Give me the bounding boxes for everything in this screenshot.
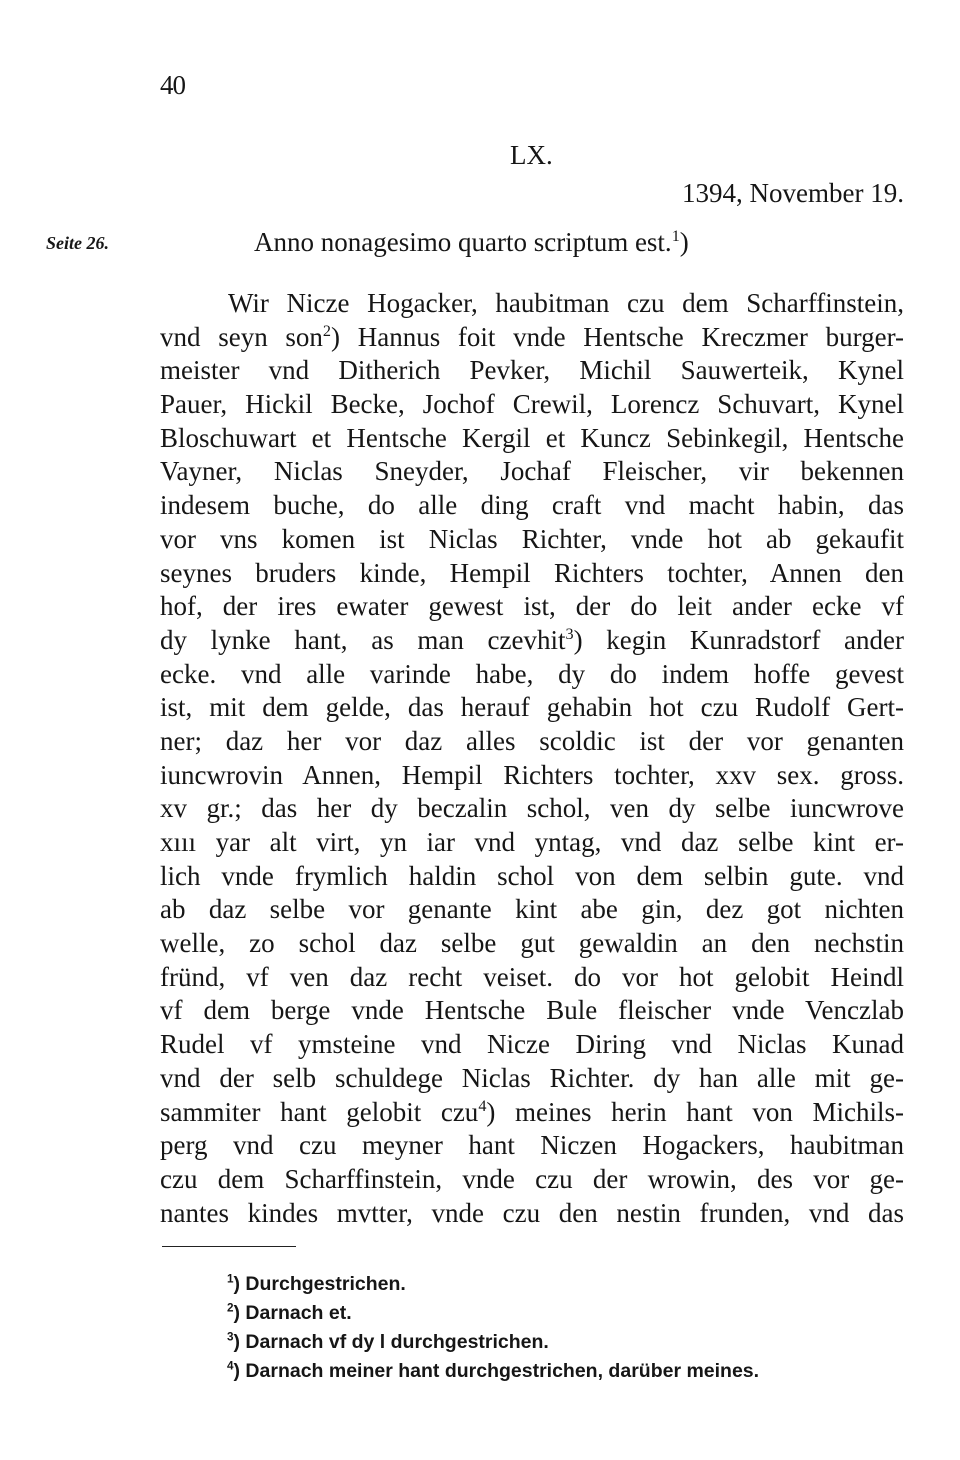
body-line bbox=[160, 489, 904, 523]
body-line bbox=[160, 1096, 904, 1130]
footnote-text: ) Darnach vf dy l durchgestrichen. bbox=[233, 1331, 549, 1353]
body-line bbox=[160, 994, 904, 1028]
document-number: LX. bbox=[510, 140, 553, 170]
footnote-mark: 4 bbox=[227, 1359, 234, 1373]
body-line-text: ist, mit dem gelde, das herauf gehabin hot czu Rudolf Gert- bbox=[160, 692, 904, 723]
body-line-text: Vayner, Niclas Sneyder, Jochaf Fleischer, vir bekennen bbox=[160, 456, 904, 487]
body-line-text: perg vnd czu meyner hant Niczen Hogackers, haubitman bbox=[160, 1130, 904, 1161]
body-line bbox=[160, 354, 904, 388]
document-body bbox=[160, 287, 904, 1230]
body-line-text: ) Hannus foit vnde Hentsche Kreczmer burger- bbox=[331, 321, 905, 352]
body-line bbox=[160, 691, 904, 725]
footnote-text: ) Durchgestrichen. bbox=[233, 1273, 406, 1295]
preface-text: Anno nonagesimo quarto scriptum est. bbox=[254, 227, 672, 257]
body-line bbox=[160, 927, 904, 961]
body-line bbox=[160, 557, 904, 591]
body-line-text: lich vnde frymlich haldin schol von dem selbin gute. vnd bbox=[160, 860, 904, 891]
body-line-text: vf dem berge vnde Hentsche Bule fleischer vnde Venczlab bbox=[160, 995, 904, 1026]
body-line bbox=[160, 860, 904, 894]
body-line bbox=[160, 624, 904, 658]
body-line-text: welle, zo schol daz selbe gut gewaldin an den nechstin bbox=[160, 928, 904, 959]
body-line bbox=[160, 1129, 904, 1163]
body-line-text: ecke. vnd alle varinde habe, dy do indem hoffe gevest bbox=[160, 658, 904, 689]
footnotes bbox=[227, 1270, 759, 1386]
body-line-text: ) meines herin hant von Michils- bbox=[486, 1096, 904, 1127]
footnote-reference: 3 bbox=[565, 624, 574, 643]
footnote-text: ) Darnach et. bbox=[233, 1302, 352, 1324]
preface-note-paren: ) bbox=[679, 227, 689, 257]
body-line bbox=[160, 1197, 904, 1231]
footnote bbox=[227, 1328, 759, 1357]
footnote bbox=[227, 1299, 759, 1328]
body-line bbox=[160, 759, 904, 793]
body-line-text: vnd der selb schuldege Niclas Richter. dy han alle mit ge- bbox=[160, 1062, 904, 1093]
body-line bbox=[160, 658, 904, 692]
body-line bbox=[160, 826, 904, 860]
margin-reference: Seite 26. bbox=[46, 233, 109, 253]
footnote-mark: 2 bbox=[227, 1301, 234, 1315]
footnote-reference: 2 bbox=[322, 321, 332, 340]
body-line bbox=[160, 422, 904, 456]
preface-note-mark: 1 bbox=[671, 227, 680, 245]
body-line-text: sammiter hant gelobit czu bbox=[160, 1096, 479, 1127]
body-line-text: hof, der ires ewater gewest ist, der do leit ander ecke vf bbox=[160, 591, 904, 622]
body-line bbox=[160, 590, 904, 624]
body-line-text: vnd seyn son bbox=[160, 321, 323, 352]
body-line-text: fründ, vf ven daz recht veiset. do vor hot gelobit Heindl bbox=[160, 961, 904, 992]
footnote-mark: 3 bbox=[227, 1330, 234, 1344]
footnote-divider bbox=[162, 1246, 296, 1247]
body-line-text: Rudel vf ymsteine vnd Nicze Diring vnd Niclas Kunad bbox=[160, 1029, 904, 1060]
body-line-text: ab daz selbe vor genante kint abe gin, dez got nichten bbox=[160, 894, 904, 925]
footnote-mark: 1 bbox=[227, 1272, 234, 1286]
footnote-reference: 4 bbox=[478, 1096, 487, 1115]
body-line bbox=[160, 1062, 904, 1096]
page-number: 40 bbox=[160, 70, 185, 100]
body-line bbox=[160, 792, 904, 826]
body-line-text: indesem buche, do alle ding craft vnd macht habin, das bbox=[160, 490, 904, 521]
body-line bbox=[160, 455, 904, 489]
footnote bbox=[227, 1270, 759, 1299]
body-line-text: nantes kindes mvtter, vnde czu den nestin frunden, vnd das bbox=[160, 1197, 904, 1228]
preface-line bbox=[254, 227, 689, 258]
body-line-text: Wir Nicze Hogacker, haubitman czu dem Scharffinstein, bbox=[228, 288, 904, 318]
body-line bbox=[160, 1163, 904, 1197]
body-line-text: xııı yar alt virt, yn iar vnd yntag, vnd daz selbe kint er- bbox=[160, 827, 904, 857]
body-line-text: vor vns komen ist Niclas Richter, vnde hot ab gekaufit bbox=[160, 523, 904, 554]
body-line-text: seynes bruders kinde, Hempil Richters tochter, Annen den bbox=[160, 557, 904, 588]
body-line-text: ) kegin Kunradstorf ander bbox=[573, 624, 904, 655]
body-line bbox=[160, 1028, 904, 1062]
footnote-text: ) Darnach meiner hant durchgestrichen, darüber meines. bbox=[233, 1360, 760, 1382]
footnote bbox=[227, 1357, 759, 1386]
body-line-text: dy lynke hant, as man czevhit bbox=[160, 624, 566, 655]
body-line-text: Bloschuwart et Hentsche Kergil et Kuncz Sebinkegil, Hentsche bbox=[160, 422, 904, 453]
body-line bbox=[160, 388, 904, 422]
body-line bbox=[160, 321, 904, 355]
body-line bbox=[160, 725, 904, 759]
body-line bbox=[160, 523, 904, 557]
body-line bbox=[160, 961, 904, 995]
body-line-text: iuncwrovin Annen, Hempil Richters tochter, xxv sex. gross. bbox=[160, 759, 904, 790]
document-date: 1394, November 19. bbox=[682, 178, 904, 208]
body-line bbox=[160, 893, 904, 927]
body-line-text: czu dem Scharffinstein, vnde czu der wrowin, des vor ge- bbox=[160, 1163, 904, 1194]
body-line-text: meister vnd Ditherich Pevker, Michil Sauwerteik, Kynel bbox=[160, 355, 904, 386]
body-line-text: xv gr.; das her dy beczalin schol, ven dy selbe iuncwrove bbox=[160, 793, 904, 824]
body-line-text: Pauer, Hickil Becke, Jochof Crewil, Lorencz Schuvart, Kynel bbox=[160, 389, 904, 420]
body-line bbox=[160, 287, 904, 321]
body-line-text: ner; daz her vor daz alles scoldic ist der vor genanten bbox=[160, 725, 904, 756]
